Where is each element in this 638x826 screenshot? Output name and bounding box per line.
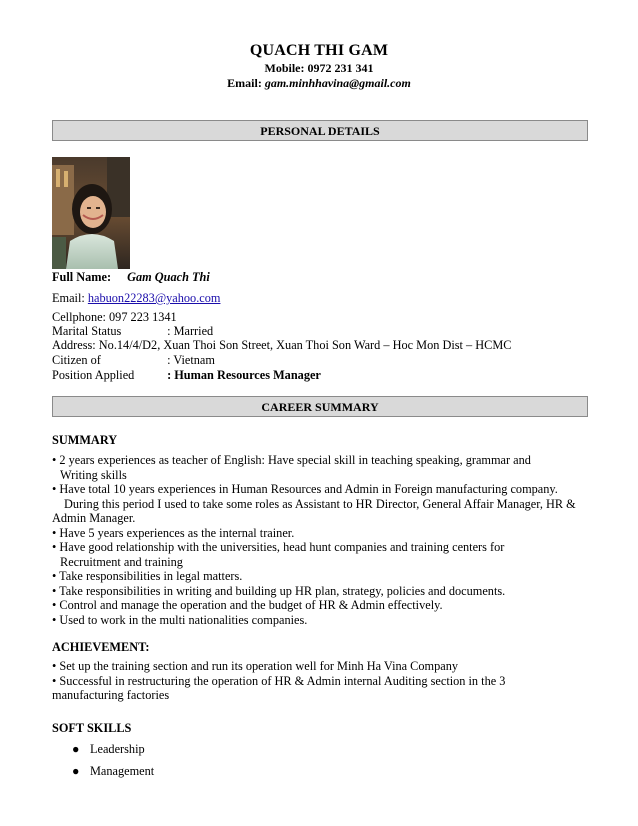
personal-email-link[interactable]: habuon22283@yahoo.com — [87, 291, 221, 305]
summary-line: • 2 years experiences as teacher of English: Have special skill in teaching speaking, grammar and — [52, 453, 531, 467]
achievement-list — [52, 659, 592, 703]
summary-line: • Take responsibilities in legal matters. — [52, 569, 243, 583]
address-row: Address: No.14/4/D2, Xuan Thoi Son Street, Xuan Thoi Son Ward – Hoc Mon Dist – HCMC — [52, 338, 512, 352]
marital-label: Marital Status — [52, 324, 122, 338]
position-row — [52, 368, 321, 382]
summary-title: SUMMARY — [52, 433, 118, 447]
summary-line: • Used to work in the multi nationalities companies. — [52, 612, 308, 627]
candidate-name: QUACH THI GAM — [249, 42, 389, 59]
soft-skill-label: Leadership — [90, 742, 145, 756]
achievement-line: manufacturing factories — [52, 688, 170, 702]
citizen-row — [52, 353, 215, 367]
summary-line: • Have 5 years experiences as the internal trainer. — [52, 525, 295, 540]
career-summary-heading: CAREER SUMMARY — [52, 396, 588, 417]
mobile-number: 0972 231 341 — [307, 61, 374, 75]
soft-skill-item — [72, 764, 154, 779]
header-email — [0, 76, 638, 91]
full-name-row — [52, 270, 210, 284]
position-value: : Human Resources Manager — [167, 368, 321, 382]
summary-line: Recruitment and training — [60, 554, 183, 569]
bullet-icon: ● — [72, 764, 80, 778]
soft-skills-title: SOFT SKILLS — [52, 721, 132, 735]
achievement-line: • Set up the training section and run its operation well for Minh Ha Vina Company — [52, 659, 458, 673]
full-name-value: Gam Quach Thi — [127, 270, 210, 284]
achievement-title: ACHIEVEMENT: — [52, 640, 150, 654]
citizen-label: Citizen of — [52, 353, 101, 367]
portrait-image — [52, 157, 130, 269]
cellphone-row: Cellphone: 097 223 1341 — [52, 310, 177, 324]
email-row — [52, 291, 220, 305]
soft-skill-item — [72, 742, 145, 757]
soft-skill-label: Management — [90, 764, 155, 778]
personal-details-heading: PERSONAL DETAILS — [52, 120, 588, 141]
achievement-line: • Successful in restructuring the operation of HR & Admin internal Auditing section in the 3 — [52, 673, 506, 688]
email-address: gam.minhhavina@gmail.com — [264, 76, 411, 90]
summary-line: Writing skills — [60, 467, 127, 482]
personal-email-label: Email: — [52, 291, 85, 305]
position-label: Position Applied — [52, 368, 135, 382]
marital-row — [52, 324, 213, 338]
summary-line: During this period I used to take some roles as Assistant to HR Director, General Affair Manager, HR & — [64, 496, 576, 511]
bullet-icon: ● — [72, 742, 80, 756]
summary-line: • Have good relationship with the universities, head hunt companies and training centers for — [52, 540, 505, 554]
summary-line: Admin Manager. — [52, 511, 136, 525]
header-mobile — [0, 61, 638, 76]
summary-line: • Control and manage the operation and the budget of HR & Admin effectively. — [52, 598, 443, 612]
profile-photo — [52, 157, 130, 269]
summary-list — [52, 453, 592, 627]
summary-line: • Have total 10 years experiences in Human Resources and Admin in Foreign manufacturing company. — [52, 482, 558, 496]
summary-line: • Take responsibilities in writing and building up HR plan, strategy, policies and documents. — [52, 583, 506, 598]
full-name-label: Full Name: — [52, 270, 112, 284]
citizen-value: : Vietnam — [167, 353, 215, 367]
marital-value: : Married — [167, 324, 214, 338]
mobile-label: Mobile: — [264, 61, 305, 75]
email-label: Email: — [227, 76, 262, 90]
